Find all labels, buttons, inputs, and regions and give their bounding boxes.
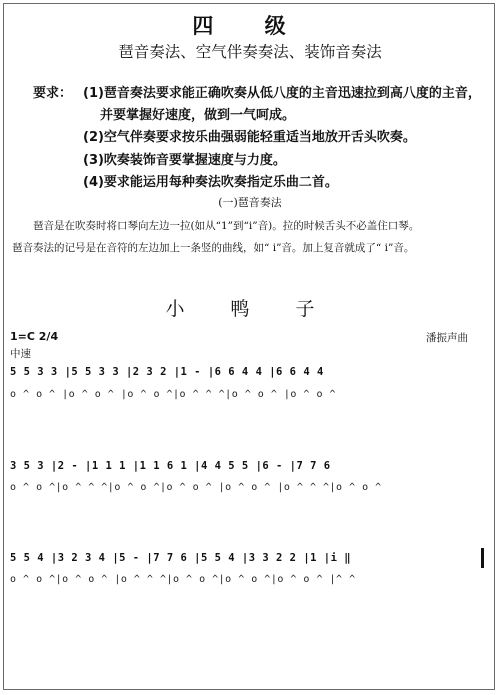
level-title: 四 级 bbox=[192, 14, 308, 38]
score-row-3-notes: 5 5 4 |3 2 3 4 |5 - |7 7 6 |5 5 4 |3 3 2 2 |1 |i ‖ bbox=[10, 552, 352, 564]
final-barline bbox=[481, 548, 484, 568]
score-row-1-breath-marks: o ^ o ^ |o ^ o ^ |o ^ o ^|o ^ ^ ^|o ^ o ^ |o ^ o ^ bbox=[10, 389, 337, 400]
requirement-4: (4)要求能运用每种奏法吹奏指定乐曲二首。 bbox=[83, 175, 338, 190]
score-row-1-notes: 5 5 3 3 |5 5 3 3 |2 3 2 |1 - |6 6 4 4 |6 6 4 4 bbox=[10, 366, 324, 378]
key-signature: 1=C 2/4 bbox=[10, 330, 59, 343]
requirement-3: (3)吹奏装饰音要掌握速度与力度。 bbox=[83, 153, 286, 168]
arpeggio-paragraph-1: 琶音是在吹奏时将口琴向左边一拉(如从“1”到“i”音)。拉的时候舌头不必盖住口琴。 bbox=[33, 220, 420, 232]
score-row-3-breath-marks: o ^ o ^|o ^ o ^ |o ^ ^ ^|o ^ o ^|o ^ o ^|o ^ o ^ |^ ^ bbox=[10, 574, 356, 585]
composer-credit: 潘振声曲 bbox=[426, 332, 468, 344]
arpeggio-heading: (一)琶音奏法 bbox=[218, 196, 282, 209]
requirement-1-line-1: (1)琶音奏法要求能正确吹奏从低八度的主音迅速拉到高八度的主音， bbox=[83, 86, 481, 101]
score-row-2-notes: 3 5 3 |2 - |1 1 1 |1 1 6 1 |4 4 5 5 |6 - |7 7 6 bbox=[10, 460, 331, 472]
section-subtitle: 琶音奏法、空气伴奏奏法、装饰音奏法 bbox=[118, 43, 382, 61]
arpeggio-paragraph-2: 琶音奏法的记号是在音符的左边加上一条竖的曲线，如“ i”音。加上复音就成了“ i”音。 bbox=[12, 242, 415, 254]
tempo-marking: 中速 bbox=[10, 348, 31, 360]
requirement-2: (2)空气伴奏要求按乐曲强弱能轻重适当地放开舌头吹奏。 bbox=[83, 130, 416, 145]
requirements-label: 要求： bbox=[33, 86, 73, 101]
song-title: 小 鸭 子 bbox=[165, 298, 335, 320]
score-row-2-breath-marks: o ^ o ^|o ^ ^ ^|o ^ o ^|o ^ o ^ |o ^ o ^ |o ^ ^ ^|o ^ o ^ bbox=[10, 482, 382, 493]
requirement-1-line-2: 并要掌握好速度，做到一气呵成。 bbox=[100, 108, 296, 123]
